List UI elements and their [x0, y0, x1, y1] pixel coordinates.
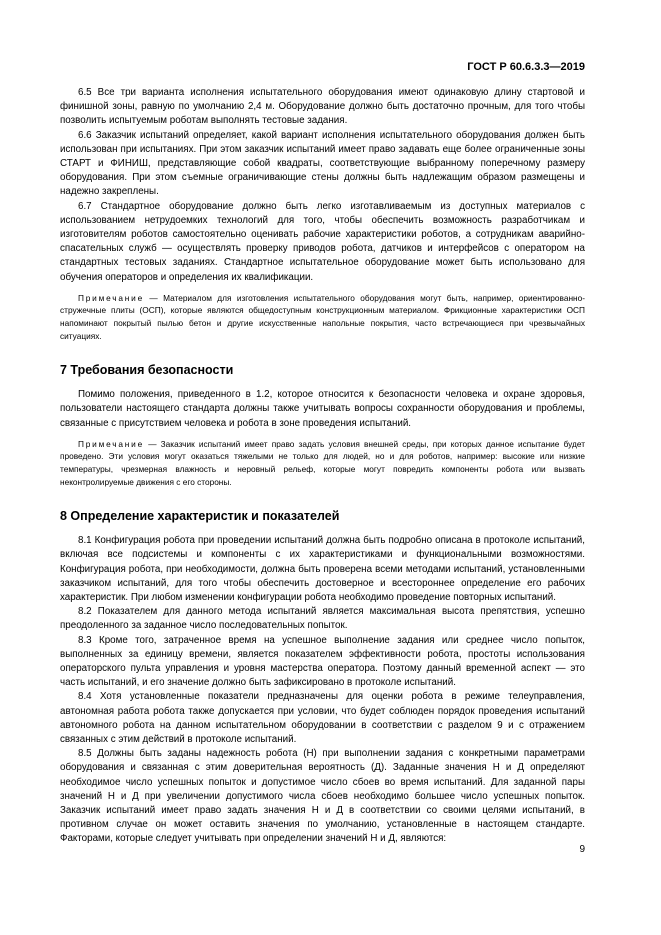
paragraph-6-6: 6.6 Заказчик испытаний определяет, какой вариант исполнения испытательного оборудования должен быть использован при испытаниях. При этом заказчик испытаний имеет право задавать еще более ограниченные зоны СТАРТ и ФИНИШ, представляющие собой квадраты, соответствующие выбранному поперечному размеру оборудования. При этом съемные ограничивающие стены должны быть надлежащим образом размещены и надежно закреплены. — [60, 129, 585, 198]
paragraph-8-1: 8.1 Конфигурация робота при проведении испытаний должна быть подробно описана в протоколе испытаний, включая все подсистемы и компоненты с их характеристиками и функциональными возможностями. Конфигурация робота, при необходимости, должна быть проверена всеми методами испытаний, установленными заказчиком испытаний, для того чтобы обеспечить достоверное и всестороннее определение его рабочих характеристик. При любом изменении конфигурации робота необходимо проведение повторных испытаний. — [60, 535, 585, 604]
page-body — [60, 86, 585, 847]
section-8-heading: 8 Определение характеристик и показателей — [60, 509, 340, 524]
paragraph-8-2: 8.2 Показателем для данного метода испытаний является максимальная высота препятствия, успешно преодоленного за заданное число последовательных попыток. — [60, 606, 585, 632]
note-text: — Материалом для изготовления испытательного оборудования могут быть, например, ориентированно-стружечные плиты (ОСП), которые являются общедоступным конструкционным материалом. Фрикционные характеристики ОСП напоминают покрытый пылью бетон и другие искусственные напольные покрытия, часто встречающиеся при чрезвычайных ситуациях. — [60, 292, 585, 341]
note-label: Примечание — [78, 292, 145, 303]
note-text: — Заказчик испытаний имеет право задать условия внешней среды, при которых данное испытание будет проведено. Эти условия могут оказаться тяжелыми не только для людей, но и для роботов, например: высокие или низкие температуры, чрезмерная влажность и неровный рельеф, которые могут повредить компоненты робота или вызвать неконтролируемые движения с его стороны. — [60, 438, 585, 487]
section-7-heading: 7 Требования безопасности — [60, 363, 234, 378]
paragraph-6-7: 6.7 Стандартное оборудование должно быть легко изготавливаемым из доступных материалов с использованием нетрудоемких технологий для того, чтобы обеспечить возможность разработчикам и изготовителям роботов самостоятельно оценивать рабочие характеристики роботов, а сотрудникам аварийно-спасательных служб — осуществлять проверку приводов робота, датчиков и интерфейсов с оператором на стандартных тестовых заданиях. Стандартное испытательное оборудование может быть использовано для обучения операторов и определения их квалификации. — [60, 200, 585, 283]
paragraph-7: Помимо положения, приведенного в 1.2, которое относится к безопасности человека и охране здоровья, пользователи настоящего стандарта должны также учитывать вопросы сохранности оборудования и проблемы, связанные с присутствием человека и робота в зоне проведения испытаний. — [60, 389, 585, 429]
note-materials — [60, 292, 585, 342]
paragraph-8-3: 8.3 Кроме того, затраченное время на успешное выполнение задания или среднее число попыток, выполненных за единицу времени, является показателем эффективности робота, простоты использования операторского пульта управления и уровня мастерства оператора. Поэтому данный временной аспект — это часть испытаний, и его значение должно быть зафиксировано в протоколе испытаний. — [60, 634, 585, 689]
paragraph-8-5: 8.5 Должны быть заданы надежность робота (Н) при выполнении задания с конкретными параметрами оборудования и связанная с этим доверительная вероятность (Д). Заданные значения Н и Д определяют необходимое число успешных попыток и допустимое число сбоев во время испытаний. Для заданной пары значений Н и Д при увеличении допустимого числа сбоев необходимо большее число успешных попыток. Заказчик испытаний имеет право задать значения Н и Д в соответствии со своими целями испытаний, в противном случае он может оставить значения по умолчанию, установленные в настоящем стандарте. Факторами, которые следует учитывать при определении значений Н и Д, являются: — [60, 748, 585, 845]
paragraph-6-5: 6.5 Все три варианта исполнения испытательного оборудования имеют одинаковую длину стартовой и финишной зоны, равную по умолчанию 2,4 м. Оборудование должно быть достаточно прочным, для того чтобы позволить испытуемым роботам выполнять тестовые задания. — [60, 87, 585, 127]
page-number: 9 — [579, 844, 585, 855]
paragraph-8-4: 8.4 Хотя установленные показатели предназначены для оценки робота в режиме телеуправления, автономная работа робота также допускается при условии, что будет соблюден порядок проведения испытаний автономного робота на данном испытательном оборудовании в соответствии с разделом 9 и с отражением связанных с этим действий в протоколе испытаний. — [60, 691, 585, 746]
document-code: ГОСТ Р 60.6.3.3—2019 — [467, 61, 585, 73]
note-label: Примечание — [78, 438, 145, 449]
note-environment — [60, 438, 585, 488]
